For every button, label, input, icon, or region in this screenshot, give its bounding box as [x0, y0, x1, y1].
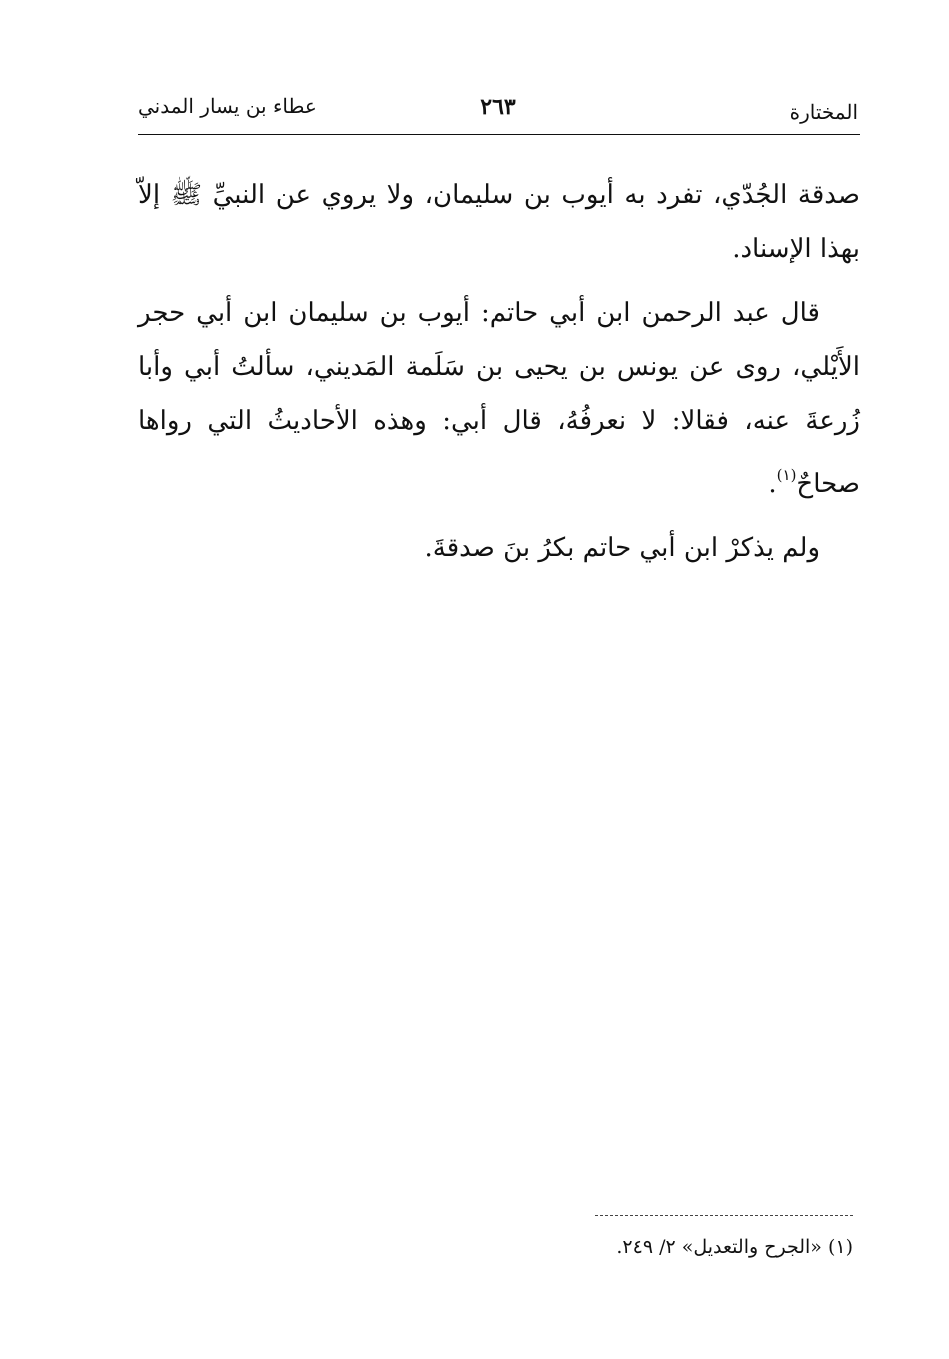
- paragraph-2: [138, 286, 860, 511]
- book-title: المختارة: [789, 100, 858, 124]
- footnote-reference: (١): [776, 466, 797, 484]
- paragraph-1: صدقة الجُدّي، تفرد به أيوب بن سليمان، ولا يروي عن النبيِّ ﷺ إلاّ بهذا الإسناد.: [138, 180, 860, 264]
- main-text: [138, 168, 860, 585]
- footnote-divider: [595, 1215, 853, 1216]
- paragraph-2-text: قال عبد الرحمن ابن أبي حاتم: أيوب بن سليمان ابن أبي حجر الأَيْلي، روى عن يونس بن يحيى بن سَلَمة المَديني، سألتُ أبي وأبا زُرعةَ عنه، فقالا: لا نعرفُهُ، قال أبي: وهذه الأحاديثُ التي رواها صحاحٌ: [138, 298, 860, 499]
- paragraph-2-end: .: [768, 469, 777, 499]
- paragraph-3: ولم يذكرْ ابن أبي حاتم بكرُ بنَ صدقةَ.: [424, 533, 820, 563]
- page-header: [138, 92, 858, 126]
- header-divider: [138, 134, 860, 135]
- footnote-1: (١) «الجرح والتعديل» ٢/ ٢٤٩.: [616, 1236, 853, 1258]
- page-number: ٢٦٣: [480, 94, 516, 120]
- chapter-title: عطاء بن يسار المدني: [138, 94, 317, 118]
